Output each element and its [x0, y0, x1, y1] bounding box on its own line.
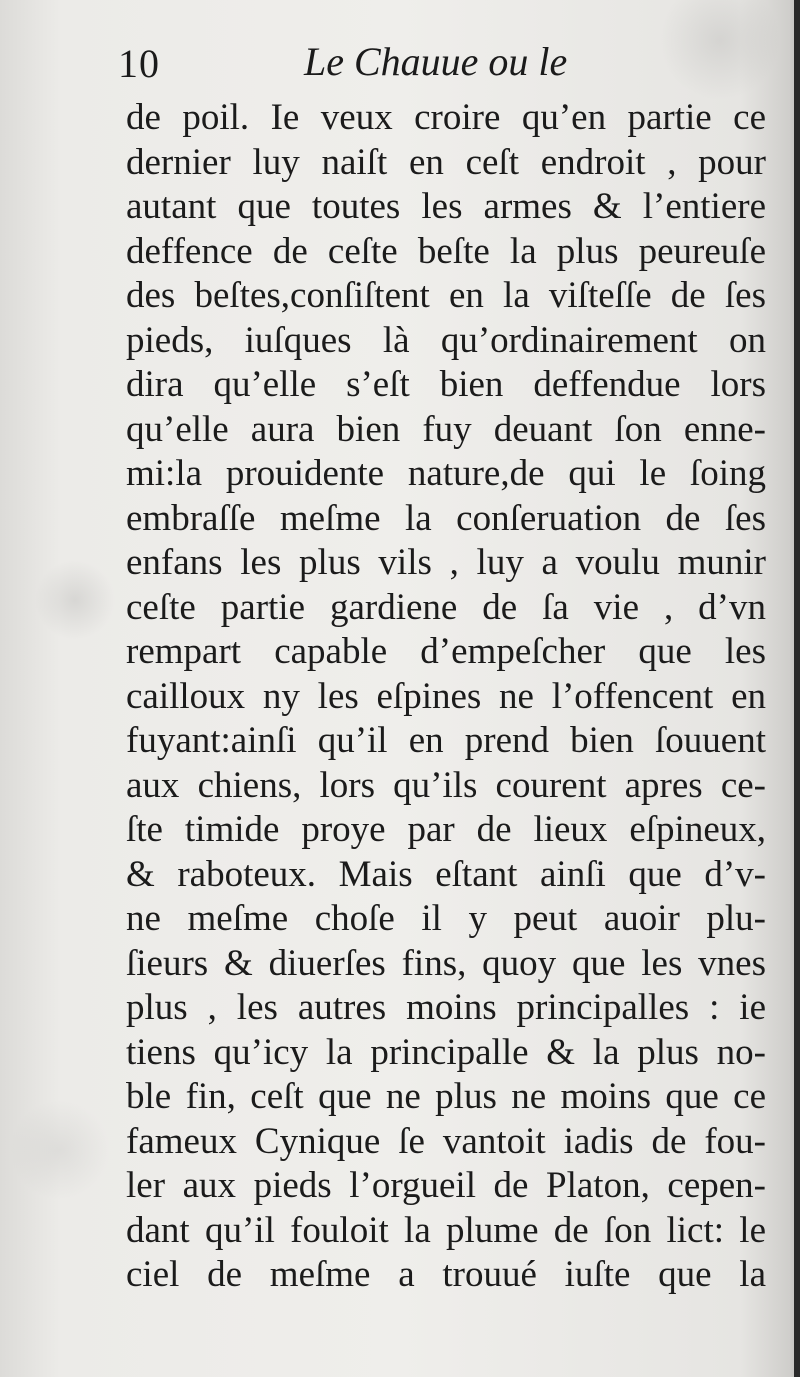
text-line-20: ſieurs & diuerſes fins, quoy que les vnes: [126, 942, 766, 984]
text-line-11: enfans les plus vils , luy a voulu munir: [126, 542, 766, 583]
text-line-10: embraſſe meſme la conſeruation de ſes: [126, 497, 766, 539]
text-line-9: mi:la prouidente nature,de qui le ſoing: [126, 453, 766, 494]
text-line-21: plus , les autres moins principalles : ie: [126, 987, 766, 1028]
running-title: Le Chauue ou le: [304, 39, 568, 84]
text-line-27: ciel de meſme a trouué iuſte que la: [126, 1254, 766, 1295]
text-line-26: dant qu’il fouloit la plume de ſon lict: le: [126, 1209, 766, 1251]
text-line-12: ceſte partie gardiene de ſa vie , d’vn: [126, 586, 766, 628]
text-line-19: ne meſme choſe il y peut auoir plu-: [126, 898, 766, 939]
text-line-4: deffence de ceſte beſte la plus peureuſe: [126, 230, 766, 272]
text-line-6: pieds, iuſques là qu’ordinairement on: [126, 319, 766, 361]
text-line-13: rempart capable d’empeſcher que les: [126, 631, 766, 672]
text-line-15: fuyant:ainſi qu’il en prend bien ſouuent: [126, 720, 766, 761]
text-line-25: ler aux pieds l’orgueil de Platon, cepen-: [126, 1165, 766, 1206]
text-line-8: qu’elle aura bien fuy deuant ſon enne-: [126, 408, 766, 450]
running-head: [118, 36, 698, 96]
text-line-2: dernier luy naiſt en ceſt endroit , pour: [126, 141, 766, 183]
page-number: 10: [118, 41, 160, 86]
text-line-17: ſte timide proye par de lieux eſpineux,: [126, 809, 766, 850]
text-line-5: des beſtes,conſiſtent en la viſteſſe de ſes: [126, 275, 766, 316]
text-line-1: de poil. Ie veux croire qu’en partie ce: [126, 97, 766, 138]
text-line-22: tiens qu’icy la principalle & la plus no-: [126, 1031, 766, 1073]
text-line-16: aux chiens, lors qu’ils courent apres ce-: [126, 764, 766, 806]
text-line-7: dira qu’elle s’eſt bien deffendue lors: [126, 364, 766, 405]
text-line-23: ble fin, ceſt que ne plus ne moins que ce: [126, 1076, 766, 1117]
text-line-24: fameux Cynique ſe vantoit iadis de fou-: [126, 1120, 766, 1162]
body-text: [126, 96, 766, 1298]
text-line-14: cailloux ny les eſpines ne l’offencent en: [126, 675, 766, 717]
text-line-3: autant que toutes les armes & l’entiere: [126, 186, 766, 227]
text-line-18: & raboteux. Mais eſtant ainſi que d’v-: [126, 853, 766, 895]
